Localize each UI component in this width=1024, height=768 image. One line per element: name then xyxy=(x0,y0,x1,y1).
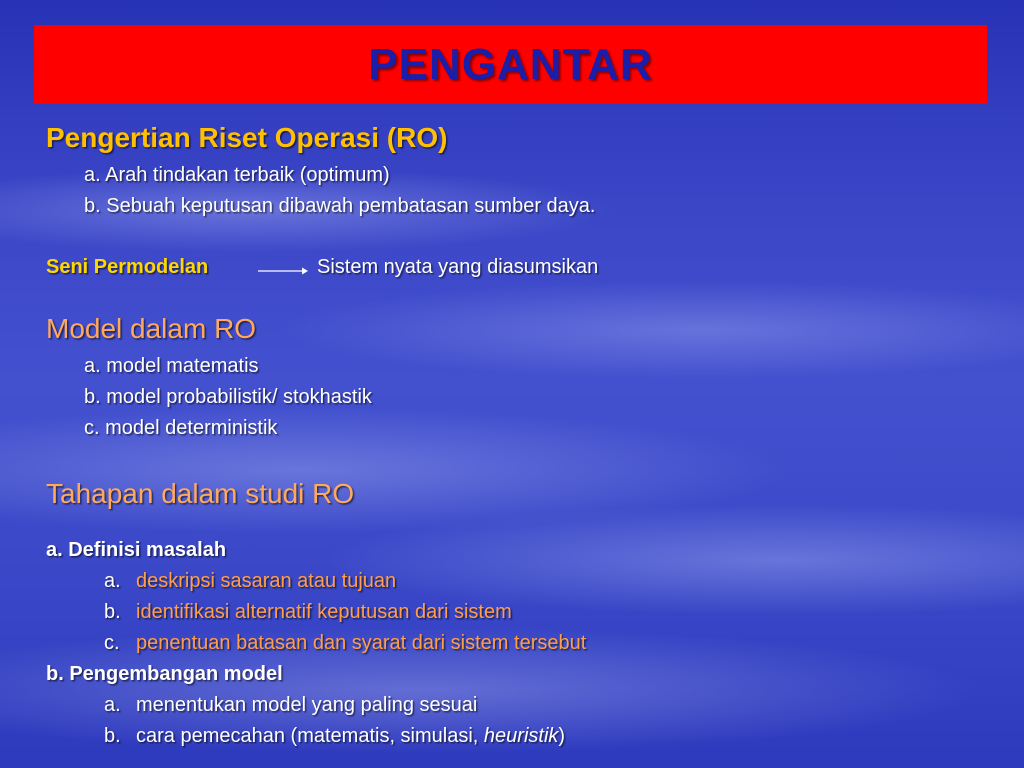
pengembangan-marker-b: b. xyxy=(104,725,121,747)
pengertian-item-a: a. Arah tindakan terbaik (optimum) xyxy=(84,164,390,186)
tahapan-heading: Tahapan dalam studi RO xyxy=(46,478,355,509)
model-item-b: b. model probabilistik/ stokhastik xyxy=(84,386,372,408)
definisi-item-c: penentuan batasan dan syarat dari sistem tersebut xyxy=(136,632,587,654)
definisi-item-b: identifikasi alternatif keputusan dari sistem xyxy=(136,601,512,623)
definisi-marker-b: b. xyxy=(104,601,121,623)
pengertian-heading: Pengertian Riset Operasi (RO) xyxy=(46,122,448,153)
pengembangan-marker-a: a. xyxy=(104,694,121,716)
model-item-c: c. model deterministik xyxy=(84,417,278,439)
model-item-a: a. model matematis xyxy=(84,355,259,377)
pengertian-item-b: b. Sebuah keputusan dibawah pembatasan sumber daya. xyxy=(84,195,596,217)
pengembangan-model-label: b. Pengembangan model xyxy=(46,663,283,685)
pengembangan-item-b-tail: ) xyxy=(558,725,566,747)
pengembangan-item-b-text: cara pemecahan (matematis, simulasi, xyxy=(136,725,484,747)
pengembangan-item-b xyxy=(136,725,565,748)
pengembangan-item-a: menentukan model yang paling sesuai xyxy=(136,694,478,716)
definisi-marker-c: c. xyxy=(104,632,120,654)
definisi-item-a: deskripsi sasaran atau tujuan xyxy=(136,570,397,592)
pengembangan-item-b-italic: heuristik xyxy=(483,725,559,747)
model-heading: Model dalam RO xyxy=(46,313,257,344)
slide-title: PENGANTAR xyxy=(368,39,653,89)
seni-permodelan-target: Sistem nyata yang diasumsikan xyxy=(317,256,599,278)
definisi-masalah-label: a. Definisi masalah xyxy=(46,539,227,561)
seni-permodelan-label: Seni Permodelan xyxy=(46,256,209,278)
title-bar xyxy=(34,25,987,104)
definisi-marker-a: a. xyxy=(104,570,121,592)
arrow-right-icon xyxy=(258,266,308,276)
